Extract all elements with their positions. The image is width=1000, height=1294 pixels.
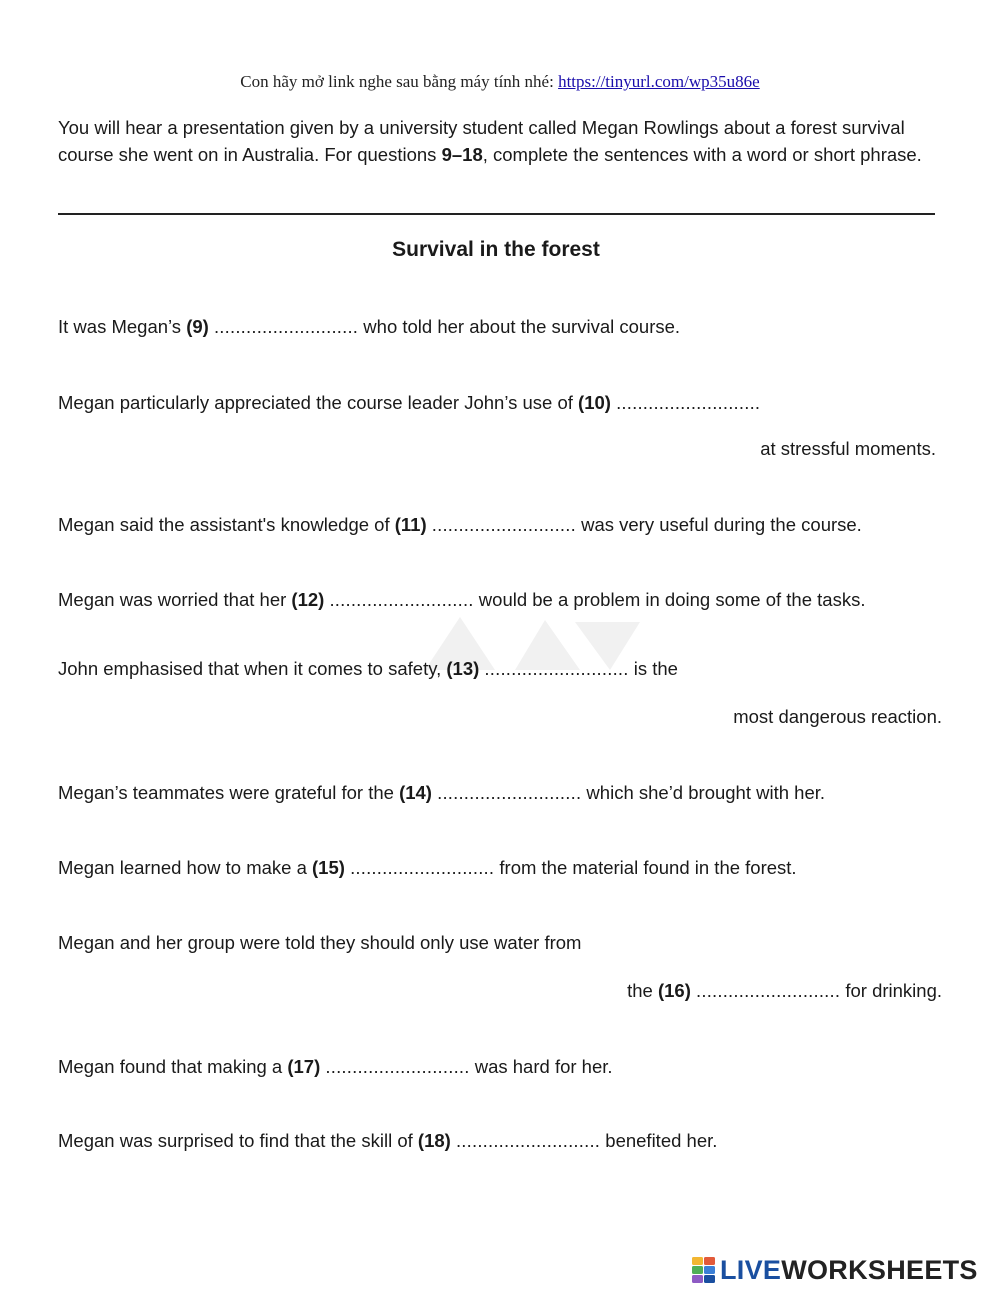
answer-blank-14[interactable]: ...........................: [437, 782, 582, 803]
listening-link-notice: [0, 72, 1000, 92]
question-number: (11): [394, 514, 427, 535]
answer-blank-11[interactable]: ...........................: [431, 514, 576, 535]
liveworksheets-logo-text: LIVEWORKSHEETS: [720, 1254, 978, 1285]
question-number: (17): [287, 1056, 321, 1077]
answer-blank-13[interactable]: ...........................: [484, 658, 629, 679]
question-number: (15): [312, 857, 345, 878]
liveworksheets-logo-icon: [692, 1257, 716, 1283]
instructions-text-2: , complete the sentences with a word or short phrase.: [482, 144, 922, 165]
divider: [58, 213, 935, 215]
question-16-continued: the (16) ........................... for drinking.: [627, 980, 942, 1001]
question-number: (13): [446, 658, 480, 679]
notice-text: Con hãy mở link nghe sau bằng máy tính nhé:: [240, 72, 559, 91]
question-14: Megan’s teammates were grateful for the (14) ........................... which she’d brought with her.: [58, 782, 826, 803]
question-13: John emphasised that when it comes to safety, (13) ........................... is the: [58, 658, 678, 679]
question-11: Megan said the assistant's knowledge of (11) ........................... was very useful during the course.: [58, 514, 862, 535]
answer-blank-16[interactable]: ...........................: [696, 980, 841, 1001]
question-number: (9): [186, 316, 209, 337]
question-12: Megan was worried that her (12) ........................... would be a problem in doing some of the tasks.: [58, 589, 866, 610]
question-number: (14): [399, 782, 432, 803]
answer-blank-15[interactable]: ...........................: [350, 857, 495, 878]
answer-blank-12[interactable]: ...........................: [329, 589, 474, 610]
question-number: (18): [417, 1130, 451, 1151]
question-number: (12): [291, 589, 325, 610]
question-15: Megan learned how to make a (15) ........................... from the material found in the forest.: [58, 857, 797, 878]
question-18: Megan was surprised to find that the skill of (18) ........................... benefited her.: [58, 1130, 718, 1151]
question-number: (16): [657, 980, 691, 1001]
answer-blank-9[interactable]: ...........................: [213, 316, 359, 337]
question-16: Megan and her group were told they should only use water from: [58, 932, 582, 953]
audio-link[interactable]: https://tinyurl.com/wp35u86e: [558, 72, 760, 91]
question-range: 9–18: [441, 144, 483, 165]
question-number: (10): [578, 392, 611, 413]
question-9: It was Megan’s (9) ........................... who told her about the survival course.: [58, 316, 681, 337]
answer-blank-17[interactable]: ...........................: [325, 1056, 470, 1077]
worksheet-title: Survival in the forest: [392, 238, 600, 261]
instructions: [58, 114, 948, 168]
liveworksheets-logo: [692, 1255, 978, 1285]
question-13-continued: most dangerous reaction.: [733, 706, 942, 727]
answer-blank-10[interactable]: ...........................: [616, 392, 761, 413]
question-10: Megan particularly appreciated the course leader John’s use of (10) ...........................: [58, 392, 761, 413]
question-10-continued: at stressful moments.: [760, 438, 936, 459]
instructions-text-1: You will hear a presentation given by a university student called Megan Rowlings about a forest survival course she went on in Australia. For questions: [58, 117, 905, 165]
answer-blank-18[interactable]: ...........................: [455, 1130, 601, 1151]
question-17: Megan found that making a (17) ........................... was hard for her.: [58, 1056, 613, 1077]
